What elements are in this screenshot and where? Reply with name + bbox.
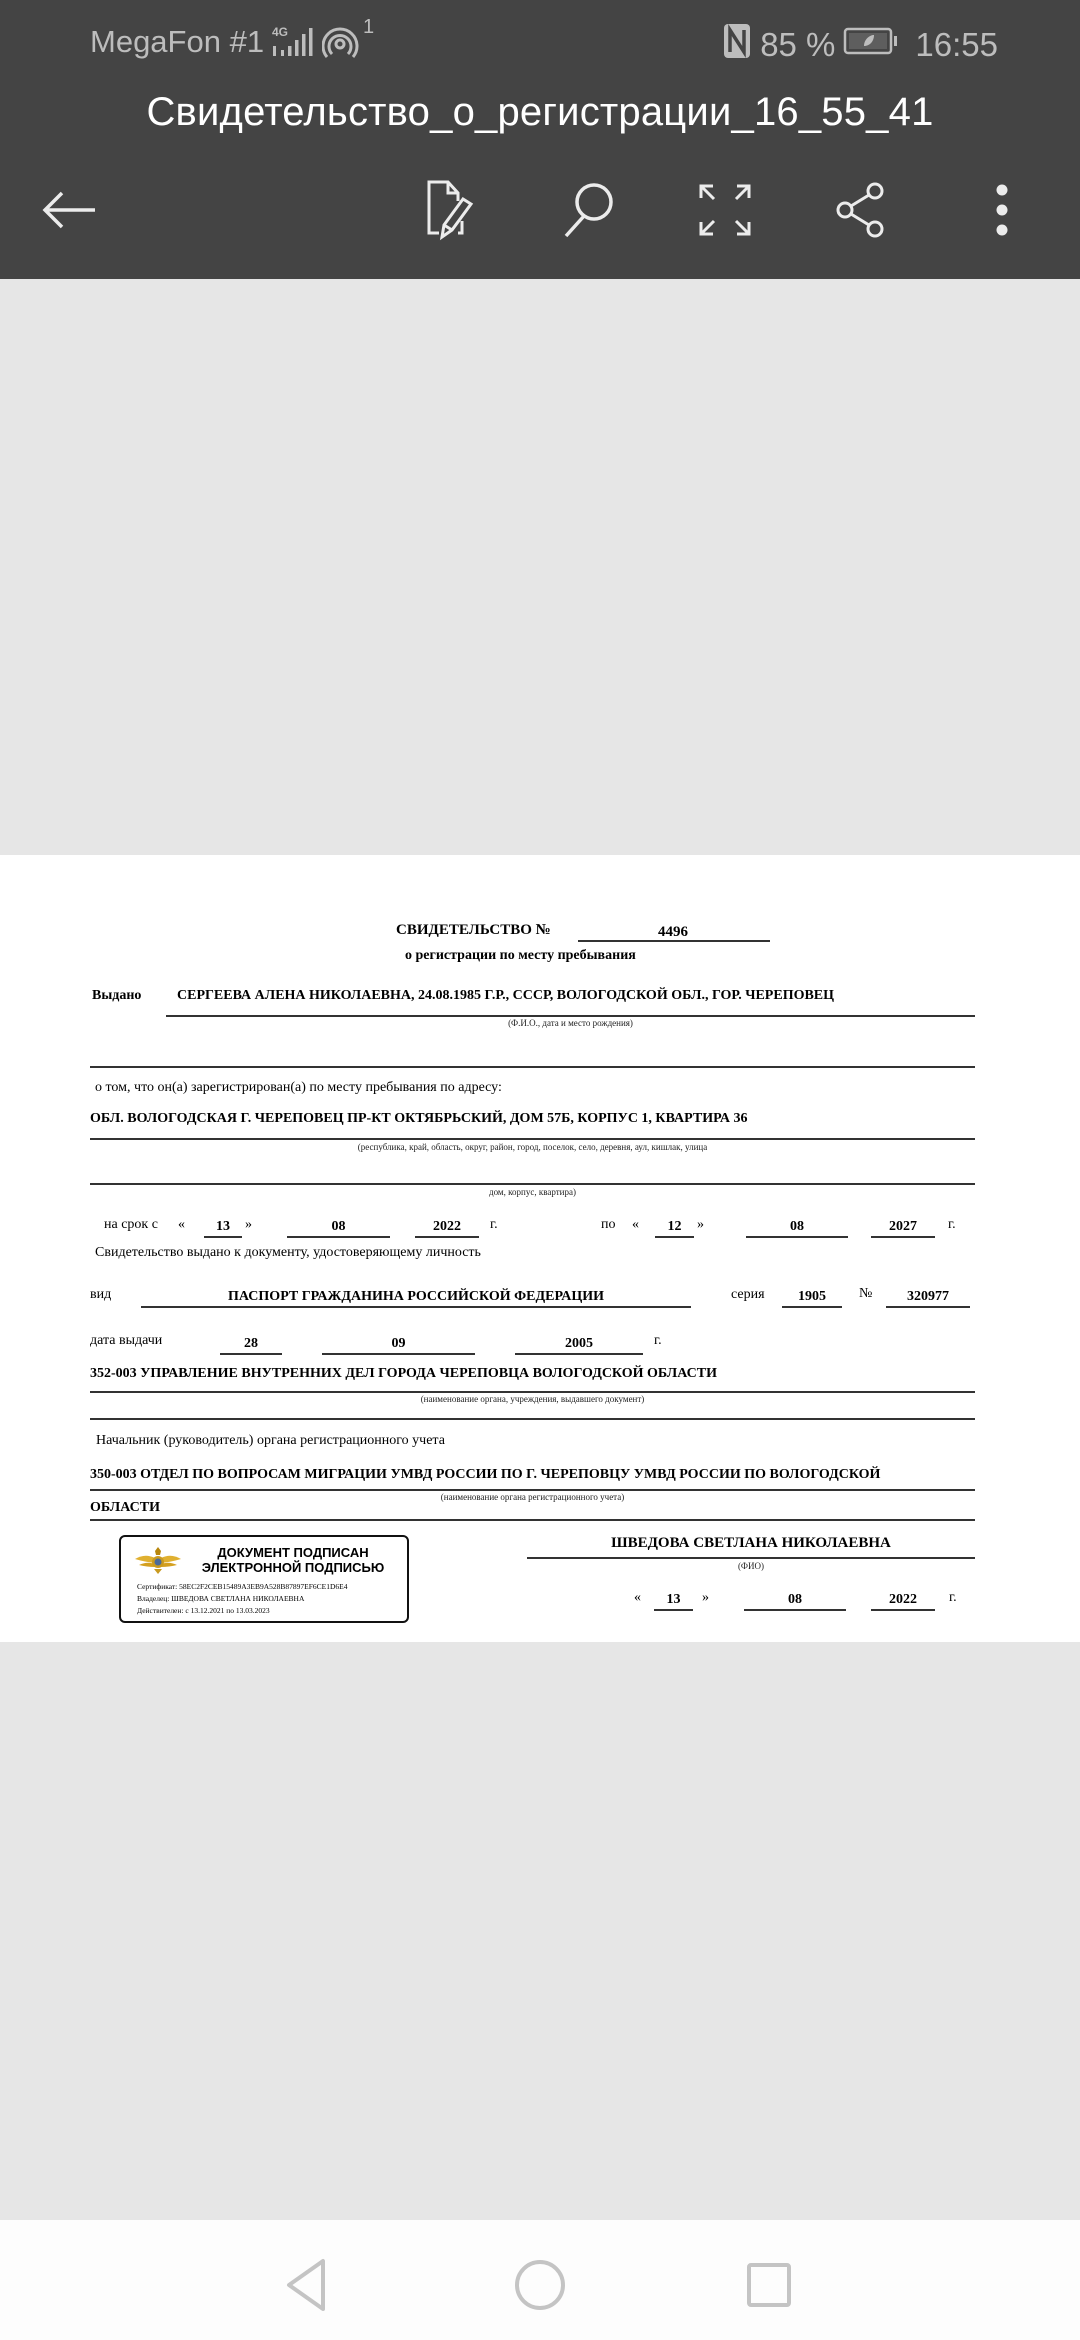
sign-month: 08 [788,1592,802,1607]
stamp-validity: Действителен: с 13.12.2021 по 13.03.2023 [137,1606,270,1615]
electronic-signature-stamp [119,1535,409,1623]
signer-underline [527,1557,975,1559]
issued-to-hint: (Ф.И.О., дата и место рождения) [508,1018,633,1028]
back-button[interactable] [30,170,110,250]
blank-line-2 [90,1183,975,1185]
fullscreen-button[interactable] [685,170,765,250]
year-suffix: г. [490,1217,498,1232]
to-day: 12 [667,1219,682,1234]
from-month-underline [287,1236,390,1238]
from-year: 2022 [433,1219,461,1234]
mvd-emblem-icon [133,1545,183,1575]
certificate-subheading: о регистрации по месту пребывания [405,948,636,963]
reg-office-line1: 350-003 ОТДЕЛ ПО ВОПРОСАМ МИГРАЦИИ УМВД РОССИИ ПО Г. ЧЕРЕПОВЦУ УМВД РОССИИ ПО ВОЛОГОДСКОЙ [90,1467,881,1482]
system-nav-bar [0,2220,1080,2340]
id-type-underline [141,1306,691,1308]
edit-button[interactable] [412,170,492,250]
nav-back-button[interactable] [273,2250,343,2320]
id-number: 320977 [907,1289,949,1304]
to-day-underline [655,1236,694,1238]
search-button[interactable] [548,170,628,250]
from-month: 08 [331,1219,346,1234]
more-vert-icon [992,182,1012,238]
blank-line-1 [90,1066,975,1068]
reg-office-line2: ОБЛАСТИ [90,1500,160,1515]
from-day: 13 [216,1219,230,1234]
to-month: 08 [790,1219,804,1234]
issued-label: Выдано [92,988,142,1003]
address-underline [90,1138,975,1140]
quote-open: « [178,1217,185,1232]
more-options-button[interactable] [962,170,1042,250]
to-year-underline [871,1236,935,1238]
share-icon [832,180,892,240]
issue-month: 09 [391,1336,406,1351]
search-icon [558,180,618,240]
to-month-underline [746,1236,848,1238]
issue-day: 28 [244,1336,258,1351]
issuer: 352-003 УПРАВЛЕНИЕ ВНУТРЕННИХ ДЕЛ ГОРОДА ЧЕРЕПОВЦА ВОЛОГОДСКОЙ ОБЛАСТИ [90,1366,717,1381]
year-suffix: г. [948,1217,956,1232]
number-underline [578,940,770,942]
sign-year-underline [871,1609,935,1611]
number-label: № [859,1286,873,1301]
address-intro: о том, что он(а) зарегистрирован(а) по месту пребывания по адресу: [95,1080,502,1095]
id-series: 1905 [798,1289,826,1304]
year-suffix: г. [949,1590,957,1605]
fullscreen-icon [697,182,753,238]
issue-day-underline [220,1353,282,1355]
nav-home-button[interactable] [505,2250,575,2320]
issuer-hint: (наименование органа, учреждения, выдавшего документ) [420,1394,645,1404]
series-label: серия [731,1287,765,1302]
sign-year: 2022 [889,1592,917,1607]
app-bar [0,0,1080,279]
document-page[interactable] [0,855,1080,1642]
certificate-heading: СВИДЕТЕЛЬСТВО № [396,922,551,938]
reg-office-underline [90,1489,975,1491]
status-right [722,22,998,68]
issue-month-underline [322,1353,475,1355]
sign-day: 13 [666,1592,681,1607]
quote-close: » [702,1590,709,1605]
blank-line-3 [90,1418,975,1420]
reg-office-underline-2 [90,1519,975,1521]
nav-home-icon [512,2257,568,2313]
signer-hint: (ФИО) [737,1561,765,1571]
sign-day-underline [654,1609,693,1611]
nav-back-icon [283,2257,333,2313]
id-doc-intro: Свидетельство выдано к документу, удостоверяющему личность [95,1245,481,1260]
id-number-underline [886,1306,970,1308]
period-from-label: на срок с [104,1217,158,1232]
issuer-underline [90,1391,975,1393]
address-hint-2: дом, корпус, квартира) [489,1187,576,1197]
stamp-title-line1: ДОКУМЕНТ ПОДПИСАН [217,1545,369,1560]
hotspot-icon [322,16,375,68]
hotspot-count: 1 [362,16,375,38]
stamp-title [183,1545,403,1575]
issued-to-underline [166,1015,975,1017]
head-label: Начальник (руководитель) органа регистрационного учета [96,1433,445,1448]
signer-name: ШВЕДОВА СВЕТЛАНА НИКОЛАЕВНА [611,1535,891,1551]
nfc-icon [722,22,752,68]
id-type-label: вид [90,1287,112,1302]
document-title: Свидетельство_о_регистрации_16_55_41 [146,90,934,134]
clock: 16:55 [915,26,998,63]
period-to-label: по [601,1217,616,1232]
stamp-certificate: Сертификат: 58EC2F2CEB15489A3EB9A528B87897EF6CE1D6E4 [137,1582,348,1591]
share-button[interactable] [822,170,902,250]
stamp-owner: Владелец: ШВЕДОВА СВЕТЛАНА НИКОЛАЕВНА [137,1594,305,1603]
battery-saver-icon [843,26,899,64]
status-left [90,16,375,68]
carrier-name: MegaFon #1 [90,24,265,59]
stamp-title-line2: ЭЛЕКТРОННОЙ ПОДПИСЬЮ [201,1560,385,1575]
from-day-underline [204,1236,242,1238]
address: ОБЛ. ВОЛОГОДСКАЯ Г. ЧЕРЕПОВЕЦ ПР-КТ ОКТЯБРЬСКИЙ, ДОМ 57Б, КОРПУС 1, КВАРТИРА 36 [90,1111,748,1126]
network-type: 4G [272,25,289,39]
to-year: 2027 [889,1219,917,1234]
quote-close: » [245,1217,252,1232]
reg-office-hint: (наименование органа регистрационного учета) [440,1492,625,1502]
issued-to: СЕРГЕЕВА АЛЕНА НИКОЛАЕВНА, 24.08.1985 Г.Р., СССР, ВОЛОГОДСКОЙ ОБЛ., ГОР. ЧЕРЕПОВЕЦ [177,988,835,1003]
certificate-number: 4496 [658,924,688,940]
quote-close: » [697,1217,704,1232]
year-suffix: г. [654,1333,662,1348]
back-arrow-icon [40,185,100,235]
battery-percent: 85 % [760,26,836,63]
address-hint-1: (республика, край, область, округ, район, город, поселок, село, деревня, аул, кишлак, улица [357,1142,708,1152]
from-year-underline [415,1236,479,1238]
nav-recents-button[interactable] [734,2250,804,2320]
nav-recents-icon [744,2260,794,2310]
sign-month-underline [744,1609,846,1611]
issue-date-label: дата выдачи [90,1333,163,1348]
issue-year: 2005 [565,1336,593,1351]
status-bar [0,0,1080,82]
series-underline [782,1306,842,1308]
quote-open: « [634,1590,641,1605]
id-type: ПАСПОРТ ГРАЖДАНИНА РОССИЙСКОЙ ФЕДЕРАЦИИ [228,1289,604,1304]
quote-open: « [632,1217,639,1232]
issue-year-underline [515,1353,643,1355]
signal-icon [270,24,314,68]
edit-document-icon [422,179,482,241]
